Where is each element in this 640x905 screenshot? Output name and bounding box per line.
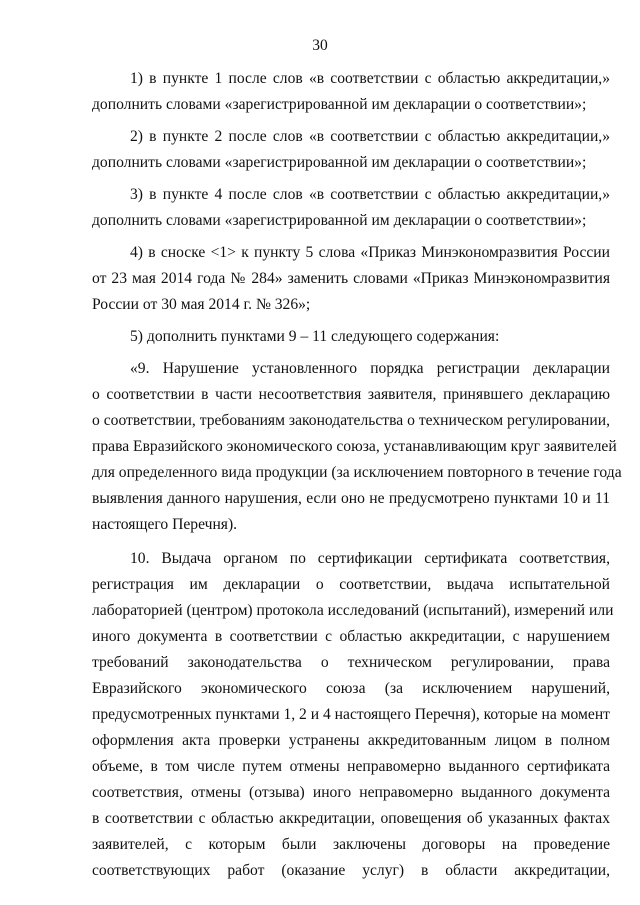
- text-line: лабораторией (центром) протокола исследований (испытаний), измерений или: [92, 602, 614, 619]
- text-line: 2) в пункте 2 после слов «в соответствии с областью аккредитации,»: [130, 128, 610, 145]
- amendment-item-5: [92, 324, 610, 350]
- text-line: для определенного вида продукции (за исключением повторного в течение года: [92, 464, 622, 481]
- amendment-item-2: [92, 124, 610, 176]
- text-line: настоящего Перечня).: [92, 516, 238, 533]
- text-line: оформления акта проверки устранены аккредитованным лицом в полном: [92, 732, 610, 749]
- text-line: 10. Выдача органом по сертификации сертификата соответствия,: [130, 550, 610, 567]
- text-line: России от 30 мая 2014 г. № 326»;: [92, 296, 311, 313]
- text-line: о соответствии в части несоответствия заявителя, принявшего декларацию: [92, 386, 610, 403]
- new-point-10: [92, 546, 614, 884]
- text-line: выявления данного нарушения, если оно не предусмотрено пунктами 10 и 11: [92, 490, 610, 507]
- text-line: объеме, в том числе путем отмены неправомерно выданного сертификата: [92, 758, 610, 775]
- text-line: заявителей, с которым были заключены договоры на проведение: [92, 836, 610, 853]
- text-line: дополнить словами «зарегистрированной им декларации о соответствии»;: [92, 154, 587, 171]
- page-number: 30: [312, 37, 328, 54]
- text-line: 1) в пункте 1 после слов «в соответствии с областью аккредитации,»: [130, 70, 610, 87]
- amendment-item-3: [92, 182, 610, 234]
- amendment-item-1: [92, 66, 610, 118]
- text-line: иного документа в соответствии с областью аккредитации, с нарушением: [92, 628, 610, 645]
- text-line: 3) в пункте 4 после слов «в соответствии с областью аккредитации,»: [130, 186, 610, 203]
- text-line: соответствия, отмены (отзыва) иного неправомерно выданного документа: [92, 784, 610, 801]
- amendment-item-4: [92, 240, 610, 318]
- text-line: соответствующих работ (оказание услуг) в области аккредитации,: [92, 862, 610, 879]
- text-line: в соответствии с областью аккредитации, оповещения об указанных фактах: [92, 810, 610, 827]
- text-line: Евразийского экономического союза (за исключением нарушений,: [92, 680, 610, 697]
- text-line: от 23 мая 2014 года № 284» заменить словами «Приказ Минэкономразвития: [92, 270, 610, 287]
- text-line: регистрация им декларации о соответствии, выдача испытательной: [92, 576, 610, 593]
- document-body: [92, 66, 622, 884]
- text-line: дополнить словами «зарегистрированной им декларации о соответствии»;: [92, 96, 587, 113]
- text-line: о соответствии, требованиям законодательства о техническом регулировании,: [92, 412, 610, 429]
- text-line: дополнить словами «зарегистрированной им декларации о соответствии»;: [92, 212, 587, 229]
- text-line: 5) дополнить пунктами 9 – 11 следующего содержания:: [130, 328, 500, 345]
- new-point-9: [92, 356, 622, 538]
- text-line: 4) в сноске <1> к пункту 5 слова «Приказ Минэкономразвития России: [130, 244, 610, 261]
- text-line: «9. Нарушение установленного порядка регистрации декларации: [130, 360, 610, 377]
- text-line: требований законодательства о техническом регулировании, права: [92, 654, 610, 671]
- text-line: предусмотренных пунктами 1, 2 и 4 настоящего Перечня), которые на момент: [92, 706, 610, 723]
- text-line: права Евразийского экономического союза, устанавливающим круг заявителей: [92, 438, 617, 455]
